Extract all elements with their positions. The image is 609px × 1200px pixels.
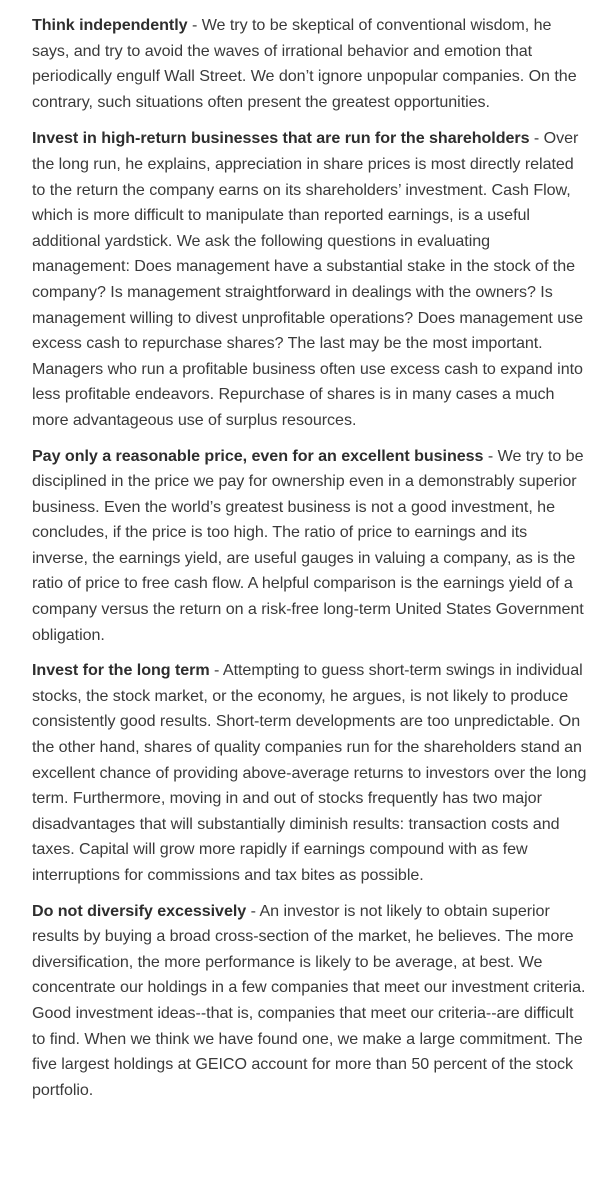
heading-separator: - — [209, 661, 223, 680]
section-heading: Do not diversify excessively — [32, 901, 247, 920]
principle-think-independently — [32, 0, 587, 115]
heading-separator: - — [187, 16, 202, 34]
principle-do-not-diversify — [32, 899, 587, 1104]
section-body: Over the long run, he explains, appreciation in share prices is most directly related to the return the company earns on its shareholders’ investment. Cash Flow, which is more difficult to manipulate than reported earnings, is a useful additional yardstick. We ask the following questions in evaluating management: Does management have a substantial stake in the stock of the company? Is management straightforward in dealings with the owners? Is management willing to divest unprofitable operations? Does management use excess cash to repurchase shares? The last may be the most important. Managers who run a profitable business often use excess cash to expand into less profitable endeavors. Repurchase of shares is in many cases a much more advantageous use of surplus resources. — [32, 129, 584, 429]
section-heading: Pay only a reasonable price, even for an excellent business — [32, 446, 484, 465]
principle-high-return-businesses — [32, 126, 587, 433]
heading-separator: - — [483, 446, 498, 465]
section-body: We try to be skeptical of conventional wisdom, he says, and try to avoid the waves of irrational behavior and emotion that periodically engulf Wall Street. We don’t ignore unpopular companies. On the contrary, such situations often present the greatest opportunities. — [32, 16, 577, 111]
section-body: An investor is not likely to obtain superior results by buying a broad cross-section of the market, he believes. The more diversification, the more performance is likely to be average, at best. We concentrate our holdings in a few companies that meet our investment criteria. Good investment ideas--that is, companies that meet our criteria--are difficult to find. When we think we have found one, we make a large commitment. The five largest holdings at GEICO account for more than 50 percent of the stock portfolio. — [32, 901, 586, 1099]
heading-separator: - — [246, 901, 260, 920]
section-heading: Invest for the long term — [32, 661, 210, 680]
section-heading: Invest in high-return businesses that are run for the shareholders — [32, 129, 530, 148]
section-body: We try to be disciplined in the price we pay for ownership even in a demonstrably superior business. Even the world’s greatest business is not a good investment, he concludes, if the price is too high. The ratio of price to earnings and its inverse, the earnings yield, are useful gauges in valuing a company, as is the ratio of price to free cash flow. A helpful comparison is the earnings yield of a company versus the return on a risk-free long-term United States Government obligation. — [32, 446, 584, 644]
principle-long-term — [32, 658, 587, 888]
section-heading: Think independently — [32, 16, 188, 34]
heading-separator: - — [529, 129, 544, 148]
section-body: Attempting to guess short-term swings in individual stocks, the stock market, or the economy, he argues, is not likely to produce consistently good results. Short-term developments are too unpredictable. On the other hand, shares of quality companies run for the shareholders stand an excellent chance of providing above-average returns to investors over the long term. Furthermore, moving in and out of stocks frequently has two major disadvantages that will substantially diminish results: transaction costs and taxes. Capital will grow more rapidly if earnings compound with as few interruptions for commissions and tax bites as possible. — [32, 661, 587, 884]
principle-reasonable-price — [32, 444, 587, 649]
